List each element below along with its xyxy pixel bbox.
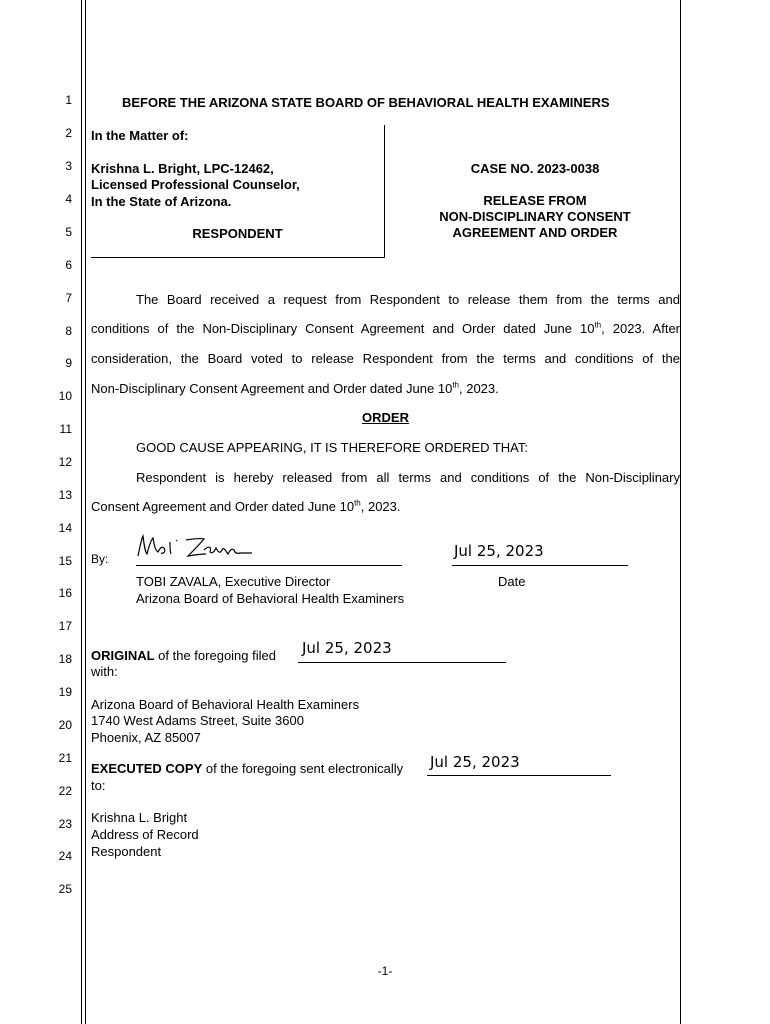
line-number: 19 — [58, 685, 72, 699]
date-label: Date — [498, 574, 526, 589]
address-line: Phoenix, AZ 85007 — [91, 730, 201, 745]
line-number: 20 — [58, 718, 72, 732]
caption-in-the-matter: In the Matter of: — [91, 128, 189, 143]
line-number: 15 — [58, 554, 72, 568]
order-paragraph-line: Consent Agreement and Order dated June 10th, 2023. — [91, 498, 401, 514]
handwritten-signature — [134, 532, 256, 564]
line-number: 7 — [65, 291, 72, 305]
sent-date: Jul 25, 2023 — [430, 753, 520, 771]
line-number: 5 — [65, 225, 72, 239]
date-line — [452, 565, 628, 566]
body-paragraph-line: Non-Disciplinary Consent Agreement and Order dated June 10th, 2023. — [91, 380, 499, 396]
line-number: 10 — [58, 389, 72, 403]
document-heading: BEFORE THE ARIZONA STATE BOARD OF BEHAVIORAL HEALTH EXAMINERS — [122, 95, 610, 110]
line-number: 2 — [65, 126, 72, 140]
document-title-line-2: NON-DISCIPLINARY CONSENT — [439, 209, 631, 224]
line-number: 17 — [58, 619, 72, 633]
recipient-line: Krishna L. Bright — [91, 810, 188, 825]
good-cause-line: GOOD CAUSE APPEARING, IT IS THEREFORE ORDERED THAT: — [136, 440, 528, 455]
line-number: 8 — [65, 324, 72, 338]
line-number: 25 — [58, 882, 72, 896]
caption-license: Licensed Professional Counselor, — [91, 177, 300, 192]
recipient-line: Respondent — [91, 844, 162, 859]
signature-line — [136, 565, 402, 566]
executed-copy-to: to: — [91, 778, 106, 793]
line-number: 9 — [65, 356, 72, 370]
body-paragraph-line: The Board received a request from Respondent to release them from the terms and — [136, 292, 680, 307]
line-number: 24 — [58, 849, 72, 863]
signer-organization: Arizona Board of Behavioral Health Examiners — [136, 591, 405, 606]
page-number: -1- — [377, 964, 393, 978]
line-number: 14 — [58, 521, 72, 535]
order-paragraph-line: Respondent is hereby released from all terms and conditions of the Non-Disciplinary — [136, 470, 680, 485]
original-filed-line: ORIGINAL of the foregoing filed — [91, 648, 276, 663]
caption-divider-vertical — [384, 125, 385, 258]
left-margin-rule-inner — [85, 0, 86, 1024]
by-label: By: — [91, 552, 109, 566]
sent-date-line — [427, 775, 611, 776]
line-number: 16 — [58, 586, 72, 600]
line-number: 18 — [58, 652, 72, 666]
body-paragraph-line: conditions of the Non-Disciplinary Consent Agreement and Order dated June 10th, 2023. After — [91, 320, 680, 336]
line-number: 23 — [58, 817, 72, 831]
recipient-line: Address of Record — [91, 827, 199, 842]
document-title-line-3: AGREEMENT AND ORDER — [452, 225, 618, 240]
left-margin-rule — [81, 0, 82, 1024]
line-number: 1 — [65, 93, 72, 107]
body-paragraph-line: consideration, the Board voted to release Respondent from the terms and conditions of the — [91, 351, 680, 366]
line-number: 3 — [65, 159, 72, 173]
signer-name: TOBI ZAVALA, Executive Director — [136, 574, 331, 589]
filed-date-line — [298, 662, 506, 663]
address-line: Arizona Board of Behavioral Health Examiners — [91, 697, 360, 712]
line-number: 21 — [58, 751, 72, 765]
filed-date: Jul 25, 2023 — [302, 639, 392, 657]
line-number: 13 — [58, 488, 72, 502]
caption-respondent-name: Krishna L. Bright, LPC-12462, — [91, 161, 274, 176]
caption-state: In the State of Arizona. — [91, 194, 232, 209]
address-line: 1740 West Adams Street, Suite 3600 — [91, 713, 304, 728]
line-number: 22 — [58, 784, 72, 798]
original-with: with: — [91, 664, 118, 679]
caption-divider-bottom — [91, 257, 385, 258]
line-number: 12 — [58, 455, 72, 469]
case-number: CASE NO. 2023-0038 — [470, 161, 600, 176]
caption-role: RESPONDENT — [192, 226, 283, 241]
signed-date: Jul 25, 2023 — [454, 542, 544, 560]
right-margin-rule — [680, 0, 681, 1024]
line-number: 11 — [59, 422, 72, 436]
document-title-line-1: RELEASE FROM — [483, 193, 587, 208]
line-number: 4 — [65, 192, 72, 206]
executed-copy-line: EXECUTED COPY of the foregoing sent electronically — [91, 761, 404, 776]
order-heading: ORDER — [362, 410, 409, 425]
line-number: 6 — [65, 258, 72, 272]
